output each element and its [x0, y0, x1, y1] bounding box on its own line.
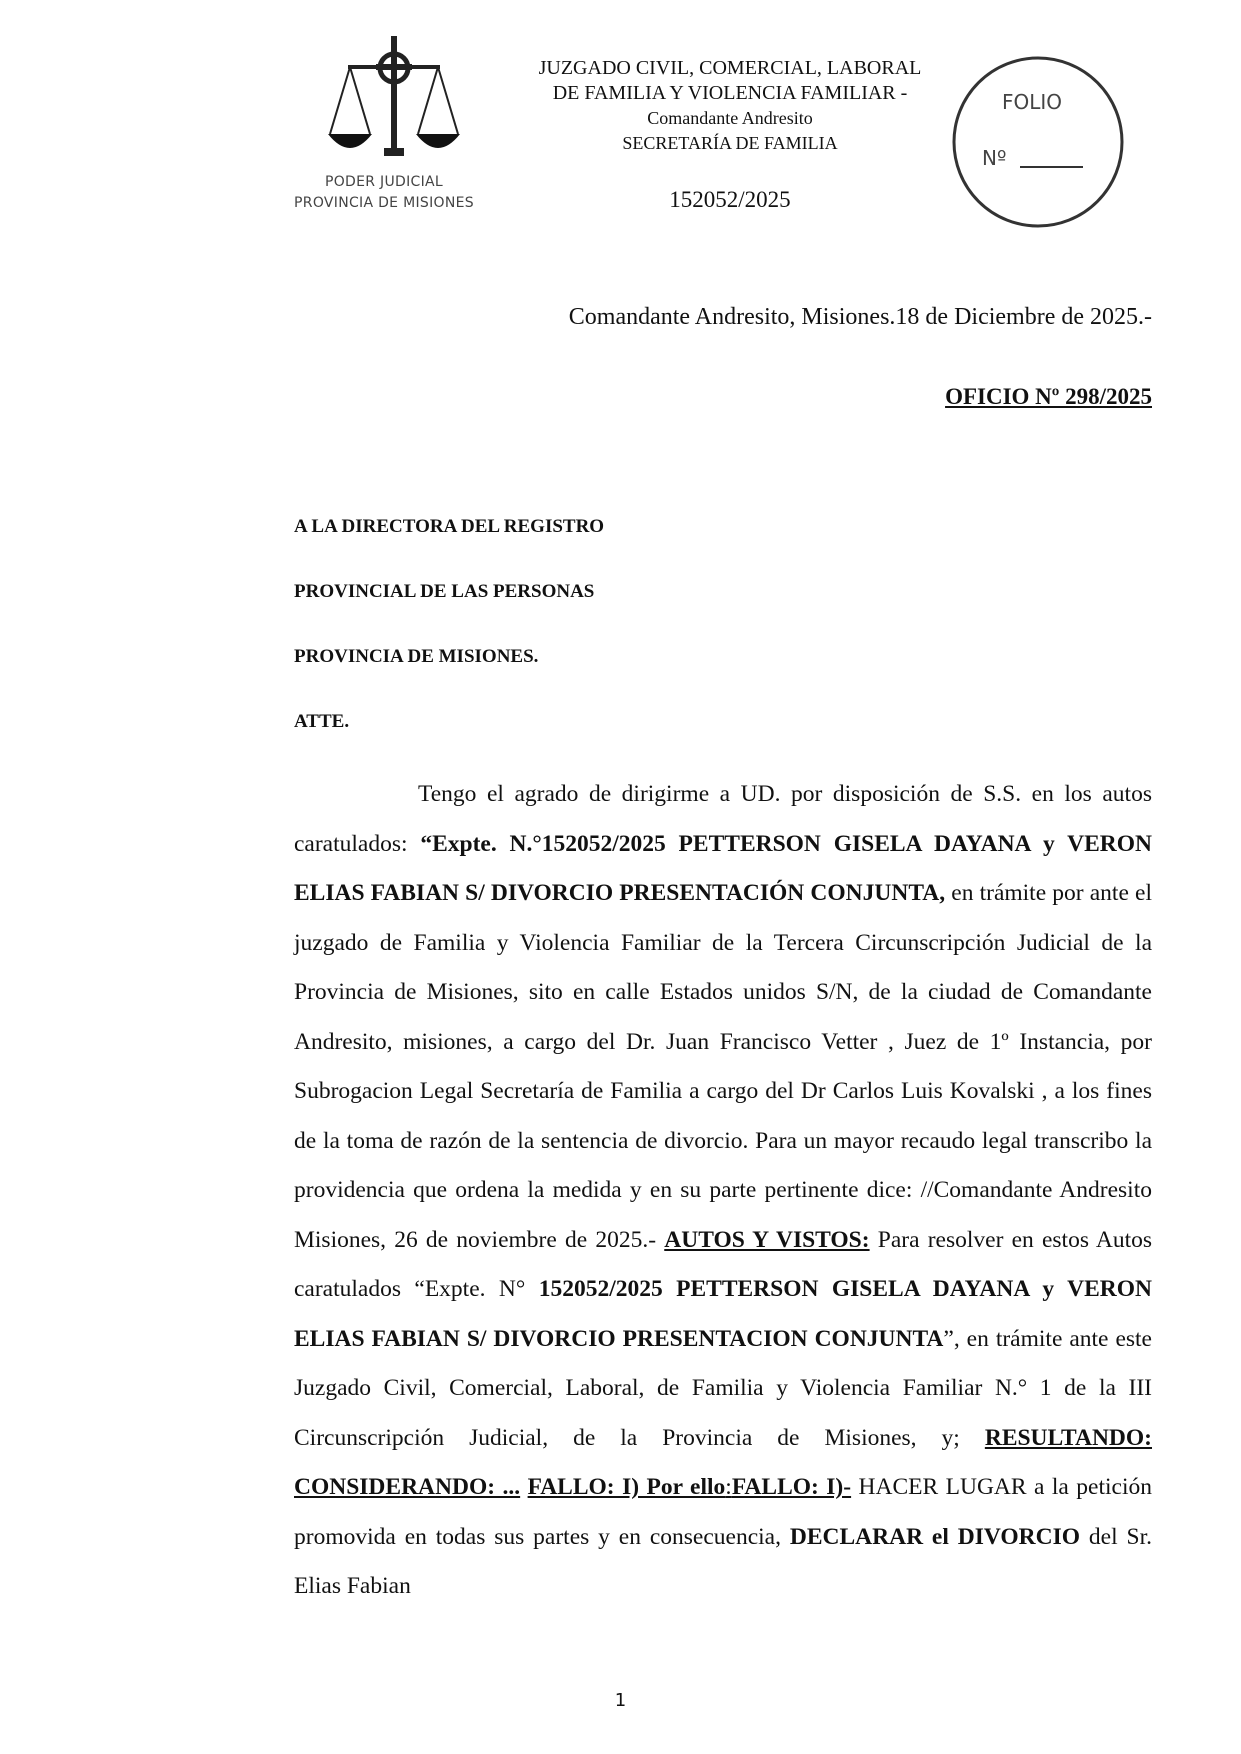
case-number: 152052/2025 [669, 187, 791, 212]
page-number: 1 [614, 1690, 627, 1711]
fallo-heading-2: FALLO: I)- [731, 1474, 852, 1500]
court-location: Comandante Andresito [647, 108, 813, 128]
body-resolve-text: Para resolver en estos Autos caratulados “Expte. N° [294, 1226, 1153, 1302]
spacer-text-2 [520, 1474, 527, 1500]
folio-stamp-circle [950, 54, 1126, 230]
addressee-line4: ATTE. [294, 711, 350, 732]
colon-text: : [725, 1474, 732, 1500]
addressee-line1: A LA DIRECTORA DEL REGISTRO [294, 516, 605, 537]
judicial-logo [296, 30, 496, 220]
folio-title: FOLIO [1002, 90, 1063, 114]
addressee-line2: PROVINCIAL DE LAS PERSONAS [294, 581, 595, 602]
resultando-heading: RESULTANDO: [984, 1424, 1152, 1451]
case-caption-2: 152052/2025 PETTERSON GISELA DAYANA y VERON ELIAS FABIAN S/ DIVORCIO PRESENTACION CONJUNTA [294, 1276, 1152, 1352]
case-caption: “Expte. N.°152052/2025 PETTERSON GISELA DAYANA y VERON ELIAS FABIAN S/ DIVORCIO PRESENTACIÓN CONJUNTA, [294, 830, 1152, 906]
oficio-number: OFICIO Nº 298/2025 [945, 384, 1152, 409]
ruling-continuation: del Sr. Elias Fabian [294, 1523, 1152, 1599]
body-court-text: ”, en trámite ante este Juzgado Civil, Comercial, Laboral, de Familia y Violencia Familiar N.° 1 de la III Circunscripción Judicial, de la Provincia de Misiones, y; [294, 1325, 1152, 1451]
body-paragraph [294, 770, 1152, 1612]
declare-divorce-text: DECLARAR el DIVORCIO [789, 1523, 1081, 1550]
body-intro: Tengo el agrado de dirigirme a UD. por disposición de S.S. en los autos caratulados: [294, 781, 1152, 857]
document-date: Comandante Andresito, Misiones.18 de Diciembre de 2025.- [568, 304, 1152, 330]
court-name-line1: JUZGADO CIVIL, COMERCIAL, LABORAL [538, 57, 922, 79]
considerando-heading: CONSIDERANDO: ... [294, 1474, 521, 1500]
fallo-heading-1: FALLO: I) Por ello [527, 1474, 726, 1500]
body-court-details: en trámite por ante el juzgado de Familia y Violencia Familiar de la Tercera Circunscripción Judicial de la Provincia de Misiones, sito en calle Estados unidos S/N, de la ciudad de Comandante Andresito, misiones, a cargo del Dr. Juan Francisco Vetter , Juez de 1º Instancia, por Subrogacion Legal Secretaría de Familia a cargo del Dr Carlos Luis Kovalski , a los fines de la toma de razón de la sentencia de divorcio. Para un mayor recaudo legal transcribo la providencia que ordena la medida y en su parte pertinente dice: //Comandante Andresito Misiones, 26 de noviembre de 2025.- [294, 880, 1152, 1253]
folio-stamp [950, 54, 1126, 230]
folio-number-label: Nº [982, 146, 1007, 170]
court-name-line2: DE FAMILIA Y VIOLENCIA FAMILIAR - [552, 82, 908, 104]
addressee-line3: PROVINCIA DE MISIONES. [294, 646, 539, 667]
autos-y-vistos-heading: AUTOS Y VISTOS: [664, 1226, 870, 1253]
logo-caption-line1: PODER JUDICIAL [324, 174, 444, 190]
logo-caption-line2: PROVINCIA DE MISIONES [294, 195, 474, 211]
addressee-block [294, 515, 1154, 775]
ruling-text: HACER LUGAR a la petición promovida en todas sus partes y en consecuencia, [294, 1474, 1152, 1550]
letter-body [294, 770, 1152, 1612]
court-header [520, 56, 940, 156]
court-secretariat: SECRETARÍA DE FAMILIA [622, 133, 838, 153]
scales-of-justice-icon [326, 30, 486, 160]
